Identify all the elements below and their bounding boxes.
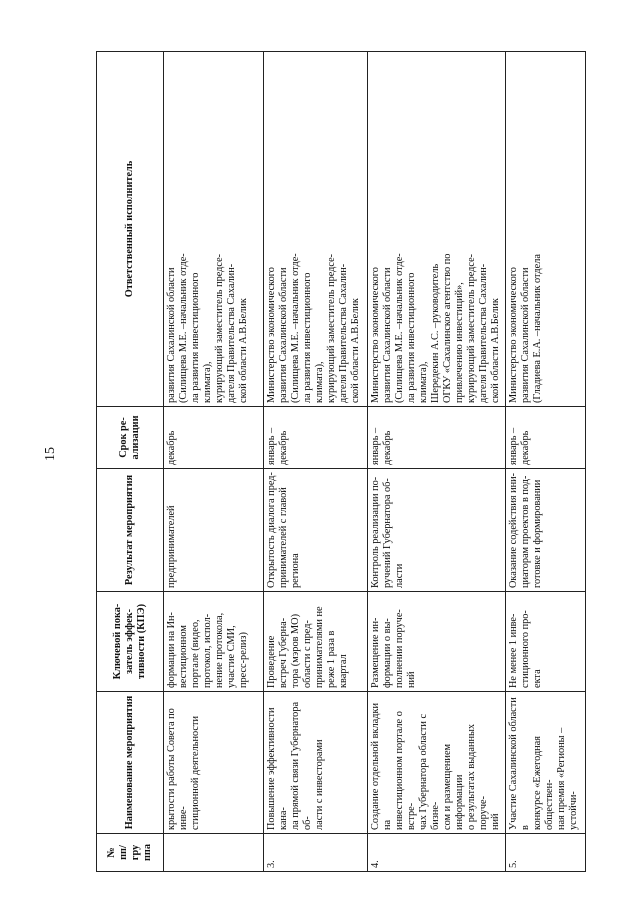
text-line: сом и размещением информации xyxy=(442,743,466,830)
text-line: (Гладиева Е.А. –начальник отдела xyxy=(531,254,543,403)
text-line: вестиционном xyxy=(178,625,190,688)
text-line: пресс-релиз) xyxy=(238,632,250,688)
text-line: декабрь xyxy=(382,430,394,465)
text-line: дателя Правительства Сахалин- xyxy=(226,263,238,403)
table-row xyxy=(164,52,264,872)
text-line: курирующий заместитель предсе- xyxy=(214,253,226,403)
text-line: ная премия «Регионы – устойчи- xyxy=(555,727,579,830)
text-line: принимателями не xyxy=(314,606,326,688)
text-line: Создание отдельной вкладки на xyxy=(370,703,394,830)
text-line: Министерство экономического xyxy=(370,267,381,403)
cell-kpi xyxy=(264,592,368,692)
text-line: стиционного про- xyxy=(519,610,531,688)
text-line: № xyxy=(105,847,117,858)
cell-executor xyxy=(368,52,506,407)
text-line: Размещение ин- xyxy=(370,617,381,688)
cell-num: 4. xyxy=(368,834,506,872)
text-line: ализации xyxy=(130,415,141,460)
text-line: климата), xyxy=(314,361,326,403)
text-line: тивности (КПЭ) xyxy=(136,603,148,680)
text-line: Министерство экономического xyxy=(266,267,277,403)
cell-num: 3. xyxy=(264,834,368,872)
text-line: Проведение xyxy=(266,635,277,688)
cell-result xyxy=(505,469,585,592)
cell-num: 5. xyxy=(505,834,585,872)
text-line: Срок ре- xyxy=(117,417,129,458)
text-line: циаторам проектов в под- xyxy=(519,475,531,588)
text-line: тора (мэров МО) xyxy=(290,613,302,688)
header-executor xyxy=(97,52,164,407)
text-line: встреч Губерна- xyxy=(278,617,290,688)
text-line: затель эффек- xyxy=(123,609,135,675)
text-line: Ответственный исполнитель xyxy=(123,160,135,298)
text-line: январь – xyxy=(370,427,381,465)
cell-kpi xyxy=(368,592,506,692)
cell-result xyxy=(164,469,264,592)
table-row xyxy=(505,52,585,872)
text-line: портале (видео, xyxy=(190,619,202,688)
text-line: полнении поруче- xyxy=(394,609,406,688)
text-line: (Силищева М.Е. –начальник отде- xyxy=(178,253,190,403)
text-line: конкурсе «Ежегодная обществен- xyxy=(531,736,555,830)
text-line: екта xyxy=(531,669,543,688)
cell-executor xyxy=(505,52,585,407)
text-line: ласти xyxy=(394,563,406,588)
text-line: ппа xyxy=(142,844,154,862)
text-line: климата), xyxy=(418,361,430,403)
text-line: стиционной деятельности xyxy=(190,716,202,830)
cell-term xyxy=(264,407,368,469)
header-num xyxy=(97,834,164,872)
text-line: климата), xyxy=(202,361,214,403)
text-line: январь – xyxy=(266,427,277,465)
text-line: ручений Губернатора об- xyxy=(382,478,394,588)
text-line: участие СМИ, xyxy=(226,625,238,688)
text-line: развития Сахалинской области xyxy=(519,267,531,403)
text-line: январь – xyxy=(507,427,519,465)
cell-name xyxy=(505,692,585,834)
action-plan-table xyxy=(96,51,586,872)
cell-kpi xyxy=(505,592,585,692)
text-line: декабрь xyxy=(278,430,290,465)
text-line: чах Губернатора области с бизне- xyxy=(418,713,442,830)
text-line: декабрь xyxy=(166,430,177,465)
cell-num xyxy=(164,834,264,872)
text-line: ла развития инвестиционного xyxy=(302,272,314,403)
text-line: Наименование мероприятия xyxy=(123,695,135,830)
cell-result xyxy=(368,469,506,592)
text-line: пп/ xyxy=(117,845,129,860)
text-line: ской области А.В.Белик xyxy=(350,298,362,403)
text-line: области с пред- xyxy=(302,620,314,688)
cell-term xyxy=(164,407,264,469)
text-line: развития Сахалинской области xyxy=(278,267,290,403)
text-line: Не менее 1 инве- xyxy=(507,613,519,688)
text-line: ний xyxy=(490,813,502,830)
text-line: (Силищева М.Е. –начальник отде- xyxy=(394,253,406,403)
cell-name xyxy=(264,692,368,834)
text-line: привлечению инвестиций», xyxy=(454,282,466,403)
text-line: квартал xyxy=(338,654,350,688)
text-line: реже 1 раза в xyxy=(326,630,338,688)
cell-kpi xyxy=(164,592,264,692)
text-line: курирующий заместитель предсе- xyxy=(466,253,478,403)
text-line: гру xyxy=(130,844,141,861)
cell-executor xyxy=(164,52,264,407)
page-number: 15 xyxy=(43,447,58,461)
text-line: Ключевой пока- xyxy=(111,603,123,680)
text-line: принимателей с главой xyxy=(278,487,290,588)
text-line: ской области А.В.Белик xyxy=(238,298,250,403)
text-line: ла развития инвестиционного xyxy=(190,272,202,403)
text-line: ласти с инвесторами xyxy=(314,739,326,830)
text-line: дателя Правительства Сахалин- xyxy=(478,263,490,403)
text-line: региона xyxy=(290,553,302,588)
text-line: Повышение эффективности кана- xyxy=(266,707,290,830)
cell-term xyxy=(368,407,506,469)
header-result xyxy=(97,469,164,592)
cell-result xyxy=(264,469,368,592)
text-line: дателя Правительства Сахалин- xyxy=(338,263,350,403)
text-line: ла прямой связи Губернатора об- xyxy=(290,701,314,830)
text-line: развития Сахалинской области xyxy=(166,267,177,403)
text-line: Контроль реализации по- xyxy=(370,476,381,588)
header-term xyxy=(97,407,164,469)
text-line: ОГКУ «Сахалинское агентство по xyxy=(442,253,454,403)
rotated-table-container xyxy=(96,52,601,872)
text-line: формации на Ин- xyxy=(166,612,177,688)
text-line: ла развития инвестиционного xyxy=(406,272,418,403)
cell-term xyxy=(505,407,585,469)
text-line: развития Сахалинской области xyxy=(382,267,394,403)
text-line: декабрь xyxy=(519,430,531,465)
header-name xyxy=(97,692,164,834)
text-line: крытости работы Совета по инве- xyxy=(166,708,190,830)
cell-executor xyxy=(264,52,368,407)
text-line: предпринимателей xyxy=(166,505,177,588)
text-line: Участие Сахалинской области в xyxy=(507,697,531,830)
text-line: нение протокола, xyxy=(214,612,226,688)
text-line: Оказание содействия ини- xyxy=(507,472,519,588)
text-line: (Силищева М.Е. –начальник отде- xyxy=(290,253,302,403)
cell-name xyxy=(368,692,506,834)
text-line: Министерство экономического xyxy=(507,267,519,403)
table-row xyxy=(368,52,506,872)
table-row xyxy=(264,52,368,872)
text-line: о результатах выданных поруче- xyxy=(466,723,490,830)
text-line: Результат мероприятия xyxy=(123,474,135,586)
text-line: курирующий заместитель предсе- xyxy=(326,253,338,403)
text-line: Открытость диалога пред- xyxy=(266,472,277,588)
text-line: ний xyxy=(406,671,418,688)
header-kpi xyxy=(97,592,164,692)
text-line: готовке и формировании xyxy=(531,479,543,588)
text-line: инвестиционном портале о встре- xyxy=(394,711,418,830)
text-line: протокол, испол- xyxy=(202,613,214,688)
text-line: ской области А.В.Белик xyxy=(490,298,502,403)
text-line: Шередекин А.С. –руководитель xyxy=(430,263,442,403)
table-header-row xyxy=(97,52,164,872)
cell-name xyxy=(164,692,264,834)
text-line: формации о вы- xyxy=(382,618,394,688)
